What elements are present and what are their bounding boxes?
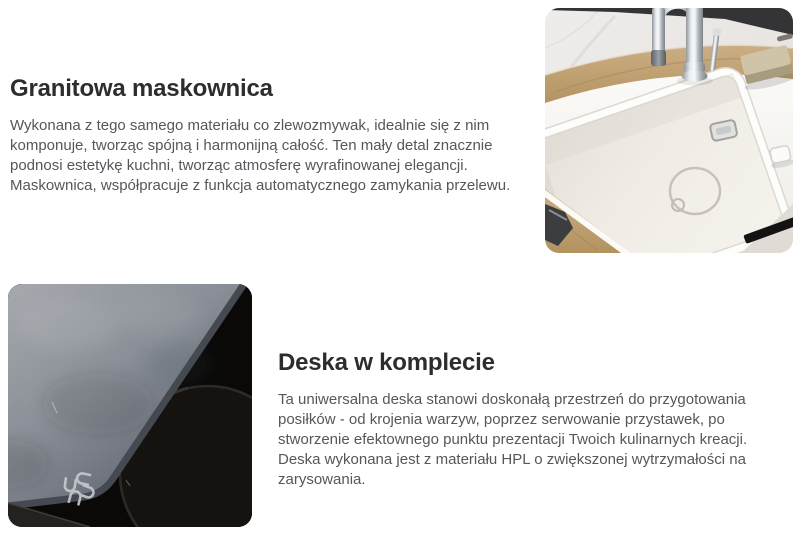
granite-sink-photo xyxy=(545,8,793,253)
cutting-board-photo xyxy=(8,284,252,527)
section-body-board: Ta uniwersalna deska stanowi doskonałą przestrzeń do przygotowania posiłków - od krojenia warzyw, poprzez serwowanie przystawek, po stworzenie efektownego punktu prezentacji Twoich kulinarnych kreacji. Deska wykonana jest z materiału HPL o zwiększonej wytrzymałości na zarysowania. xyxy=(278,391,748,488)
section-body-granite-cover: Wykonana z tego samego materiału co zlewozmywak, idealnie się z nim komponuje, tworząc spójną i harmonijną całość. Ten mały detal znacznie podnosi estetykę kuchni, tworząc atmosferę wyrafinowanej elegancji. Maskownica, współpracuje z funkcja automatycznego zamykania przelewu. xyxy=(10,117,511,194)
sink-photo-illustration xyxy=(545,8,793,253)
section-heading-board: Deska w komplecie xyxy=(278,349,495,376)
board-section xyxy=(278,350,792,490)
board-photo-illustration xyxy=(8,284,252,527)
section-heading-granite-cover: Granitowa maskownica xyxy=(10,75,273,102)
granite-cover-section xyxy=(10,76,528,196)
